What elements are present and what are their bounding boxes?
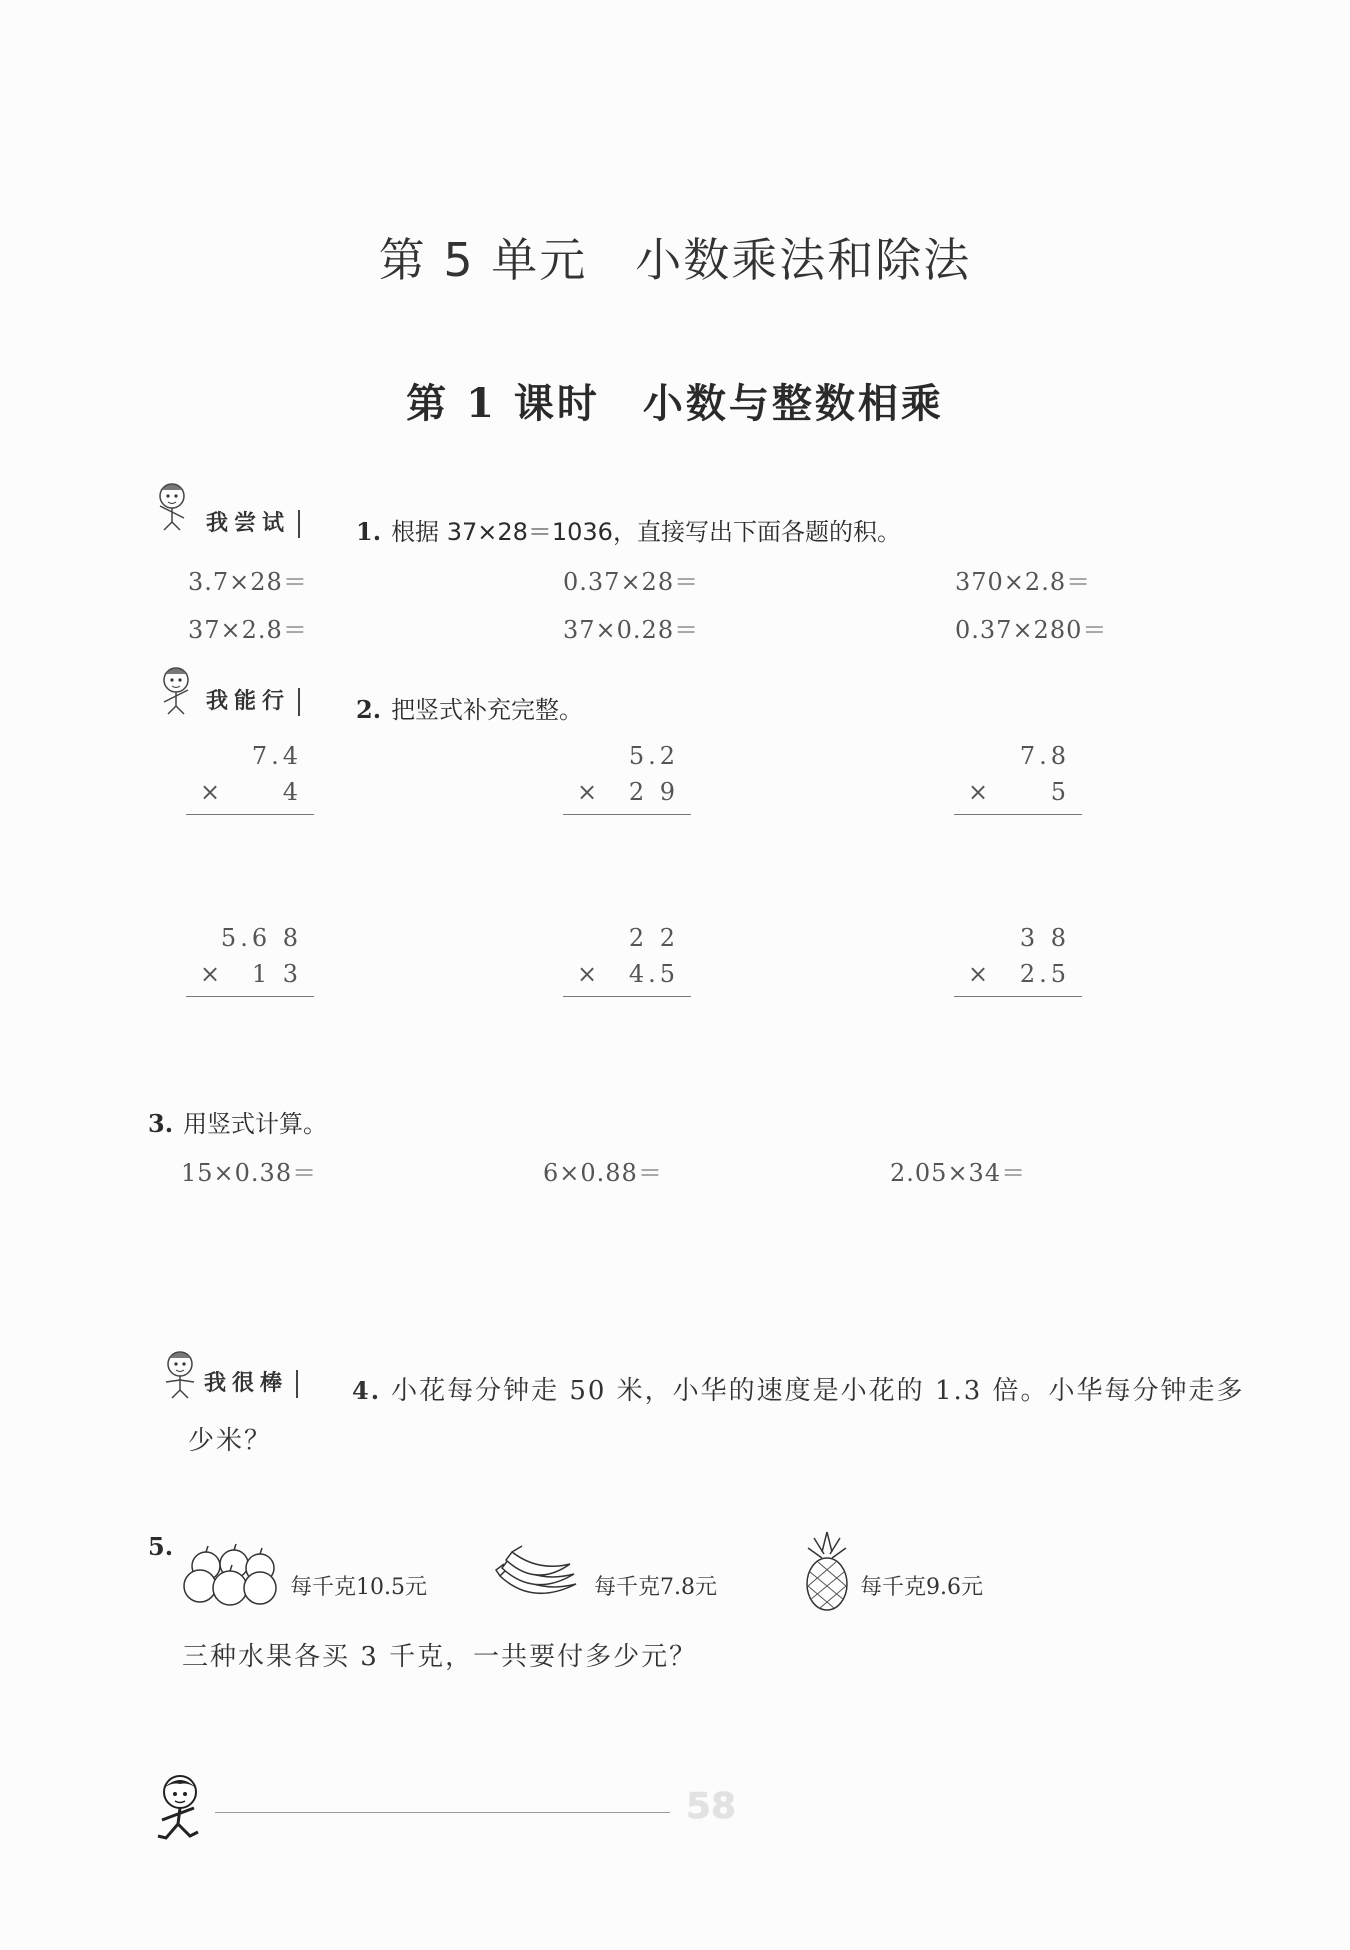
running-boy-icon	[148, 1772, 208, 1846]
pineapple-icon	[800, 1528, 854, 1612]
vertical-multiplication-3	[954, 742, 1082, 815]
vertical-multiplication-6	[954, 924, 1082, 997]
multiplier: 2 9	[628, 778, 679, 806]
question-3-text: 用竖式计算。	[183, 1110, 328, 1138]
q1-item-6: 0.37×280＝	[955, 616, 1108, 644]
question-5-number: 5.	[148, 1532, 174, 1561]
question-4	[352, 1370, 1245, 1407]
question-4-line-2: 少米？	[188, 1426, 273, 1456]
question-4-line-1: 小花每分钟走 50 米，小华的速度是小花的 1.3 倍。小华每分钟走多	[391, 1376, 1245, 1406]
q1-item-2: 0.37×28＝	[563, 568, 700, 596]
question-1-number: 1.	[356, 517, 382, 546]
question-2-text: 把竖式补充完整。	[391, 696, 584, 724]
multiplier: 4.5	[628, 960, 679, 988]
question-2	[356, 690, 583, 725]
section-tag-can: 我能行	[206, 688, 300, 716]
section-tag-great: 我很棒	[204, 1370, 298, 1398]
question-1-text: 根据 37×28＝1036，直接写出下面各题的积。	[391, 518, 901, 546]
question-5-text: 三种水果各买 3 千克，一共要付多少元？	[182, 1642, 698, 1672]
vertical-multiplication-5	[563, 924, 691, 997]
q1-item-1: 3.7×28＝	[188, 568, 308, 596]
multiplicand: 2 2	[628, 924, 679, 952]
q3-item-1: 15×0.38＝	[181, 1159, 318, 1187]
section-tag-try: 我尝试	[206, 510, 300, 538]
banana-icon	[492, 1540, 582, 1608]
multiplier: 1 3	[251, 960, 302, 988]
times-sign: ×	[200, 778, 225, 806]
apple-icon	[178, 1538, 282, 1608]
multiplier: 2.5	[1019, 960, 1070, 988]
apple-price: 每千克10.5元	[290, 1575, 427, 1600]
pineapple-price: 每千克9.6元	[860, 1575, 983, 1600]
question-2-number: 2.	[356, 695, 382, 724]
mascot-icon	[156, 1346, 204, 1400]
multiplicand: 3 8	[1019, 924, 1070, 952]
unit-title: 第 5 单元 小数乘法和除法	[378, 233, 972, 287]
q1-item-4: 37×2.8＝	[188, 616, 308, 644]
multiplicand: 5.2	[628, 742, 679, 770]
multiplicand: 5.6 8	[220, 924, 302, 952]
question-3-number: 3.	[148, 1109, 174, 1138]
footer-rule	[215, 1812, 670, 1813]
vertical-multiplication-4	[186, 924, 314, 997]
mascot-icon	[152, 662, 200, 716]
vertical-multiplication-1	[186, 742, 314, 815]
page-number: 58	[686, 1786, 737, 1827]
times-sign: ×	[577, 778, 602, 806]
question-1	[356, 512, 901, 547]
question-4-number: 4.	[352, 1376, 382, 1405]
vertical-multiplication-2	[563, 742, 691, 815]
times-sign: ×	[200, 960, 225, 988]
q1-item-3: 370×2.8＝	[955, 568, 1092, 596]
times-sign: ×	[968, 778, 993, 806]
question-3	[148, 1104, 327, 1139]
times-sign: ×	[968, 960, 993, 988]
banana-price: 每千克7.8元	[594, 1575, 717, 1600]
mascot-icon	[148, 478, 196, 532]
q3-item-2: 6×0.88＝	[543, 1159, 663, 1187]
multiplicand: 7.4	[251, 742, 302, 770]
multiplier: 5	[1050, 778, 1070, 806]
times-sign: ×	[577, 960, 602, 988]
multiplier: 4	[282, 778, 302, 806]
q3-item-3: 2.05×34＝	[890, 1159, 1027, 1187]
q1-item-5: 37×0.28＝	[563, 616, 700, 644]
lesson-title: 第 1 课时 小数与整数相乘	[406, 380, 944, 427]
multiplicand: 7.8	[1019, 742, 1070, 770]
